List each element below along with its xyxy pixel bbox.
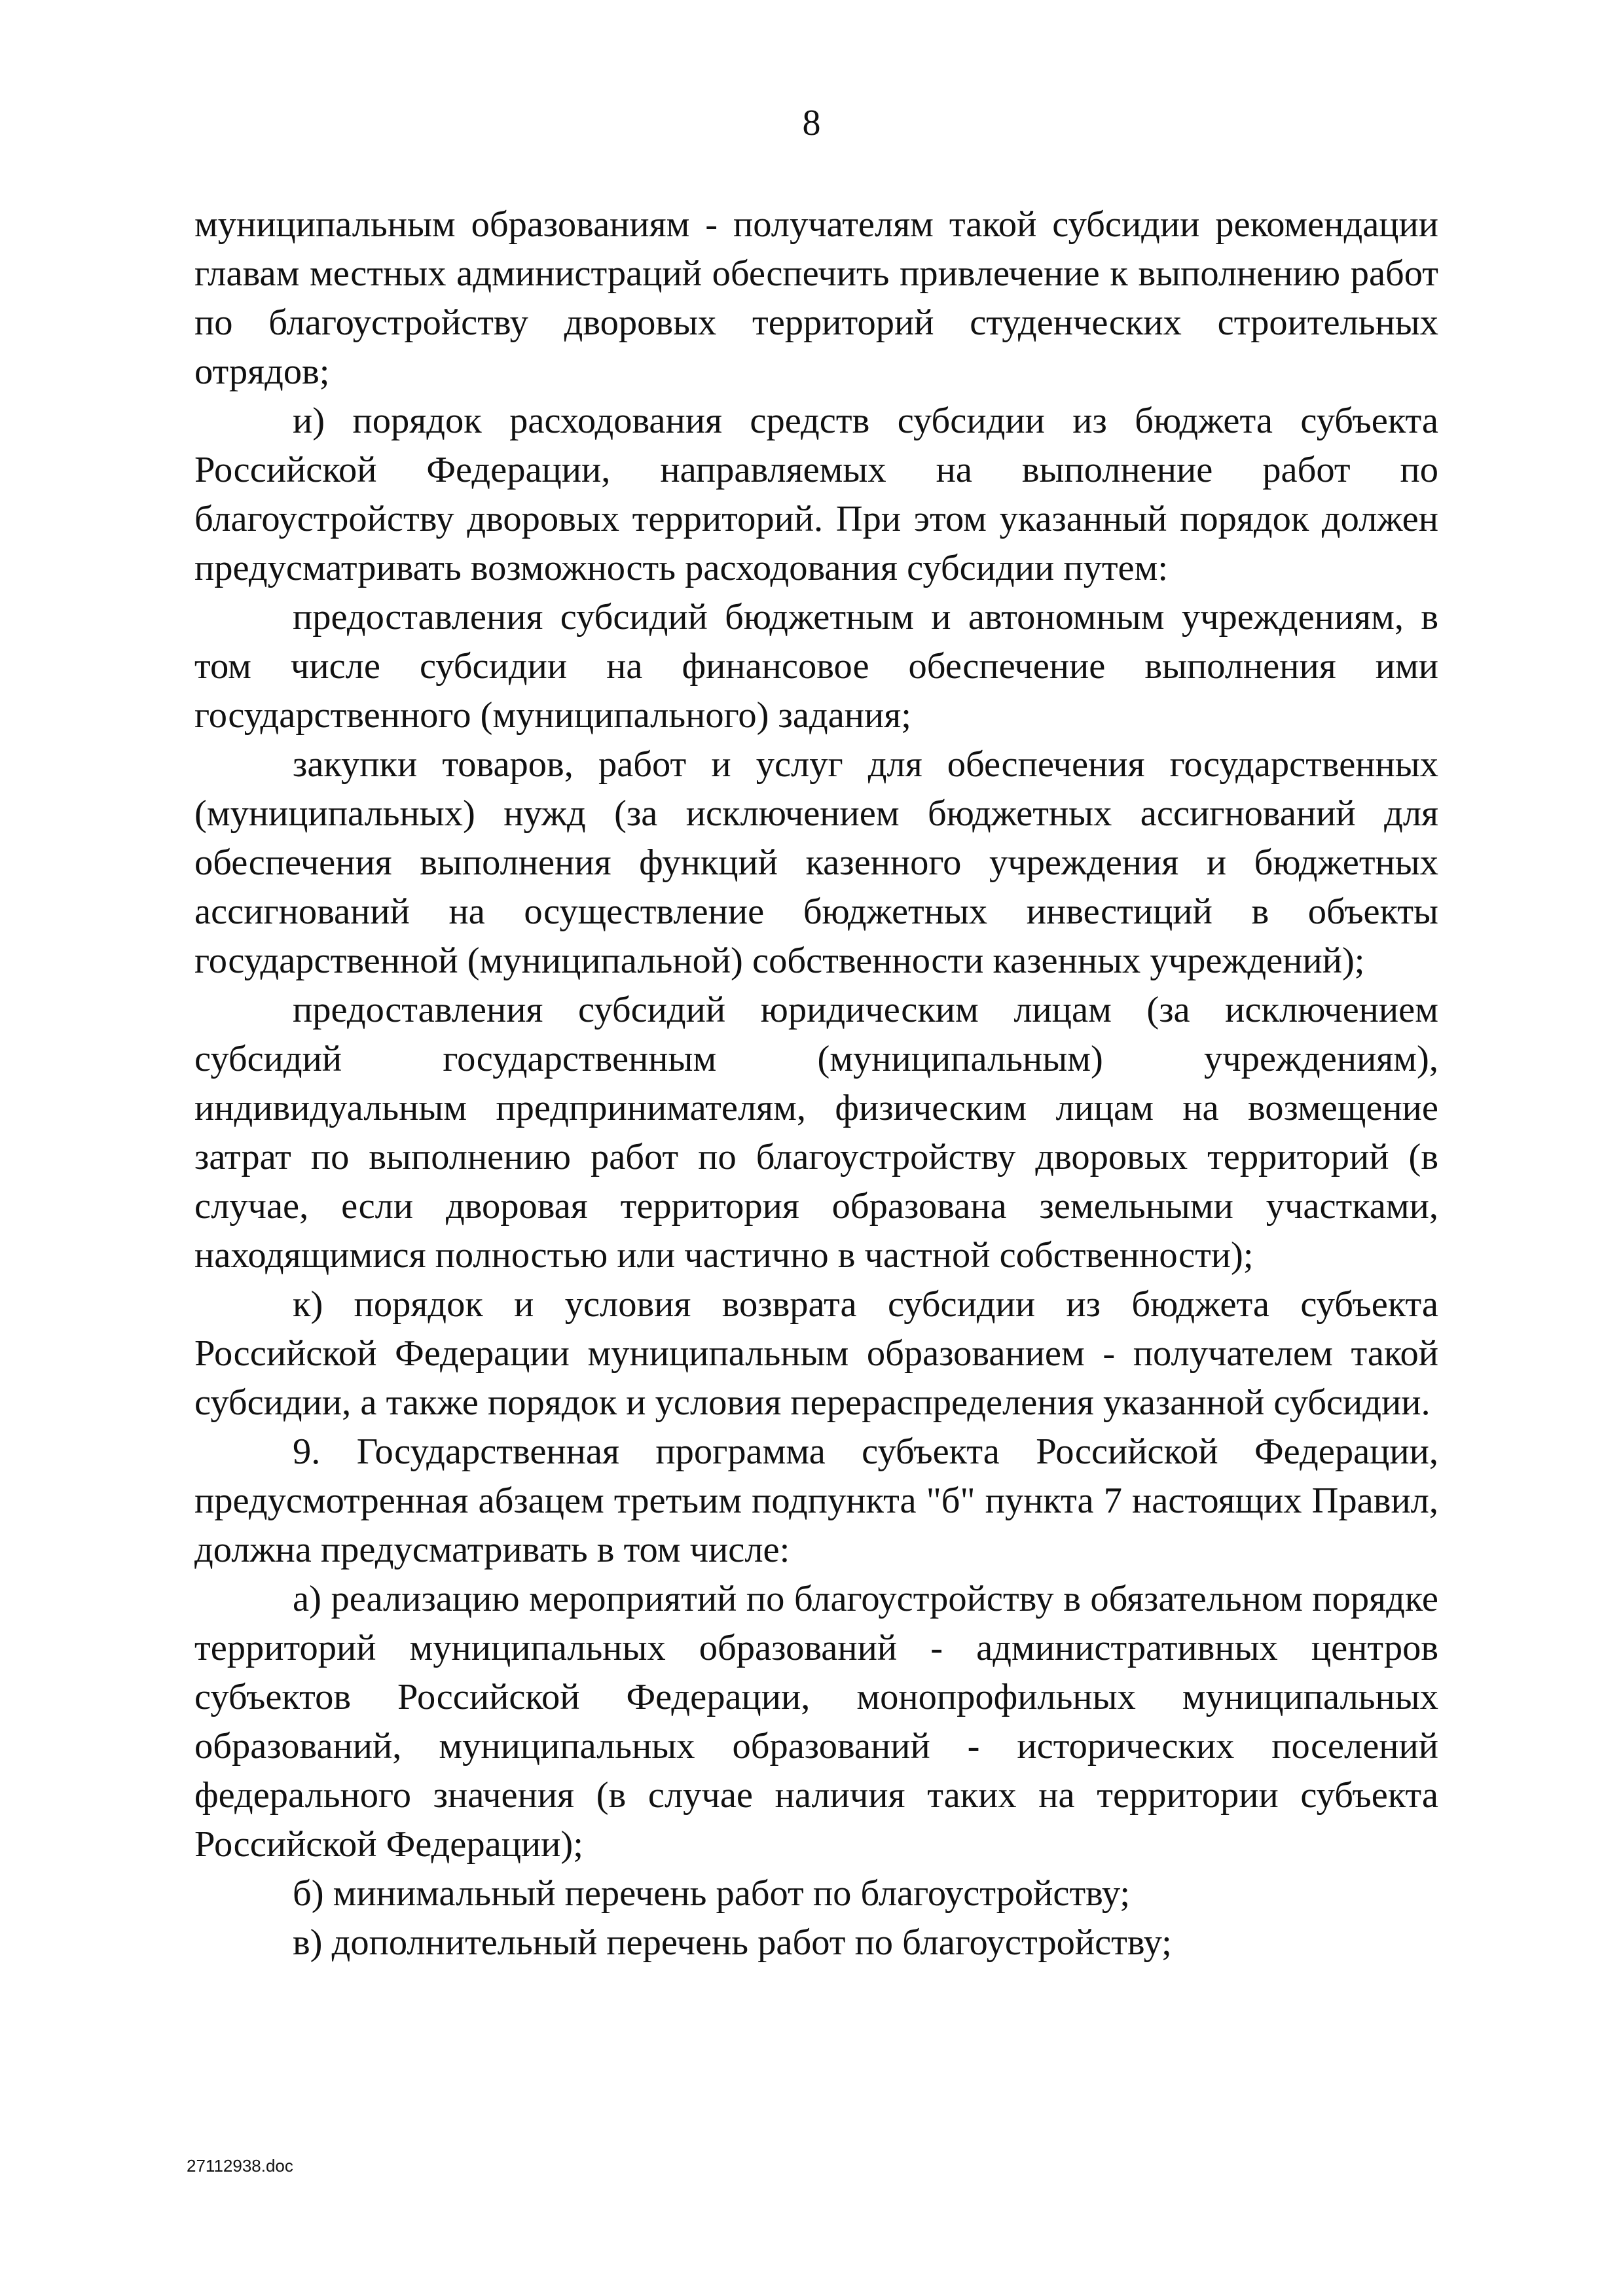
paragraph-point-9: 9. Государственная программа субъекта Российской Федерации, предусмотренная абзацем третьим подпункта "б" пункта 7 настоящих Правил, должна предусматривать в том числе: [194, 1431, 1438, 1570]
paragraph-item-i: и) порядок расходования средств субсидии из бюджета субъекта Российской Федерации, направляемых на выполнение работ по благоустройству дворовых территорий. При этом указанный порядок должен предусматривать возможность расходования субсидии путем: [194, 401, 1438, 588]
paragraph-subsidies-institutions: предоставления субсидий бюджетным и автономным учреждениям, в том числе субсидии на финансовое обеспечение выполнения ими государственного (муниципального) задания; [194, 597, 1438, 736]
footer-document-id: 27112938.doc [187, 2156, 293, 2176]
paragraph-continuation: муниципальным образованиям - получателям такой субсидии рекомендации главам местных администраций обеспечить привлечение к выполнению работ по благоустройству дворовых территорий студенческих строительных отрядов; [194, 204, 1438, 392]
paragraph-subsidies-legal-entities: предоставления субсидий юридическим лицам (за исключением субсидий государственным (муниципальным) учреждениям), индивидуальным предпринимателям, физическим лицам на возмещение затрат по выполнению работ по благоустройству дворовых территорий (в случае, если дворовая территория образована земельными участками, находящимися полностью или частично в частной собственности); [194, 990, 1438, 1276]
document-body [194, 200, 1438, 1967]
paragraph-item-v: в) дополнительный перечень работ по благоустройству; [293, 1922, 1172, 1963]
paragraph-procurement: закупки товаров, работ и услуг для обеспечения государственных (муниципальных) нужд (за исключением бюджетных ассигнований для обеспечения выполнения функций казенного учреждения и бюджетных ассигнований на осуществление бюджетных инвестиций в объекты государственной (муниципальной) собственности казенных учреждений); [194, 744, 1438, 981]
page-number: 8 [802, 103, 821, 143]
paragraph-item-a: а) реализацию мероприятий по благоустройству в обязательном порядке территорий муниципальных образований - административных центров субъектов Российской Федерации, монопрофильных муниципальных образований, муниципальных образований - исторических поселений федерального значения (в случае наличия таких на территории субъекта Российской Федерации); [194, 1579, 1438, 1865]
paragraph-item-k: к) порядок и условия возврата субсидии из бюджета субъекта Российской Федерации муниципальным образованием - получателем такой субсидии, а также порядок и условия перераспределения указанной субсидии. [194, 1284, 1438, 1423]
paragraph-item-b: б) минимальный перечень работ по благоустройству; [293, 1873, 1131, 1914]
